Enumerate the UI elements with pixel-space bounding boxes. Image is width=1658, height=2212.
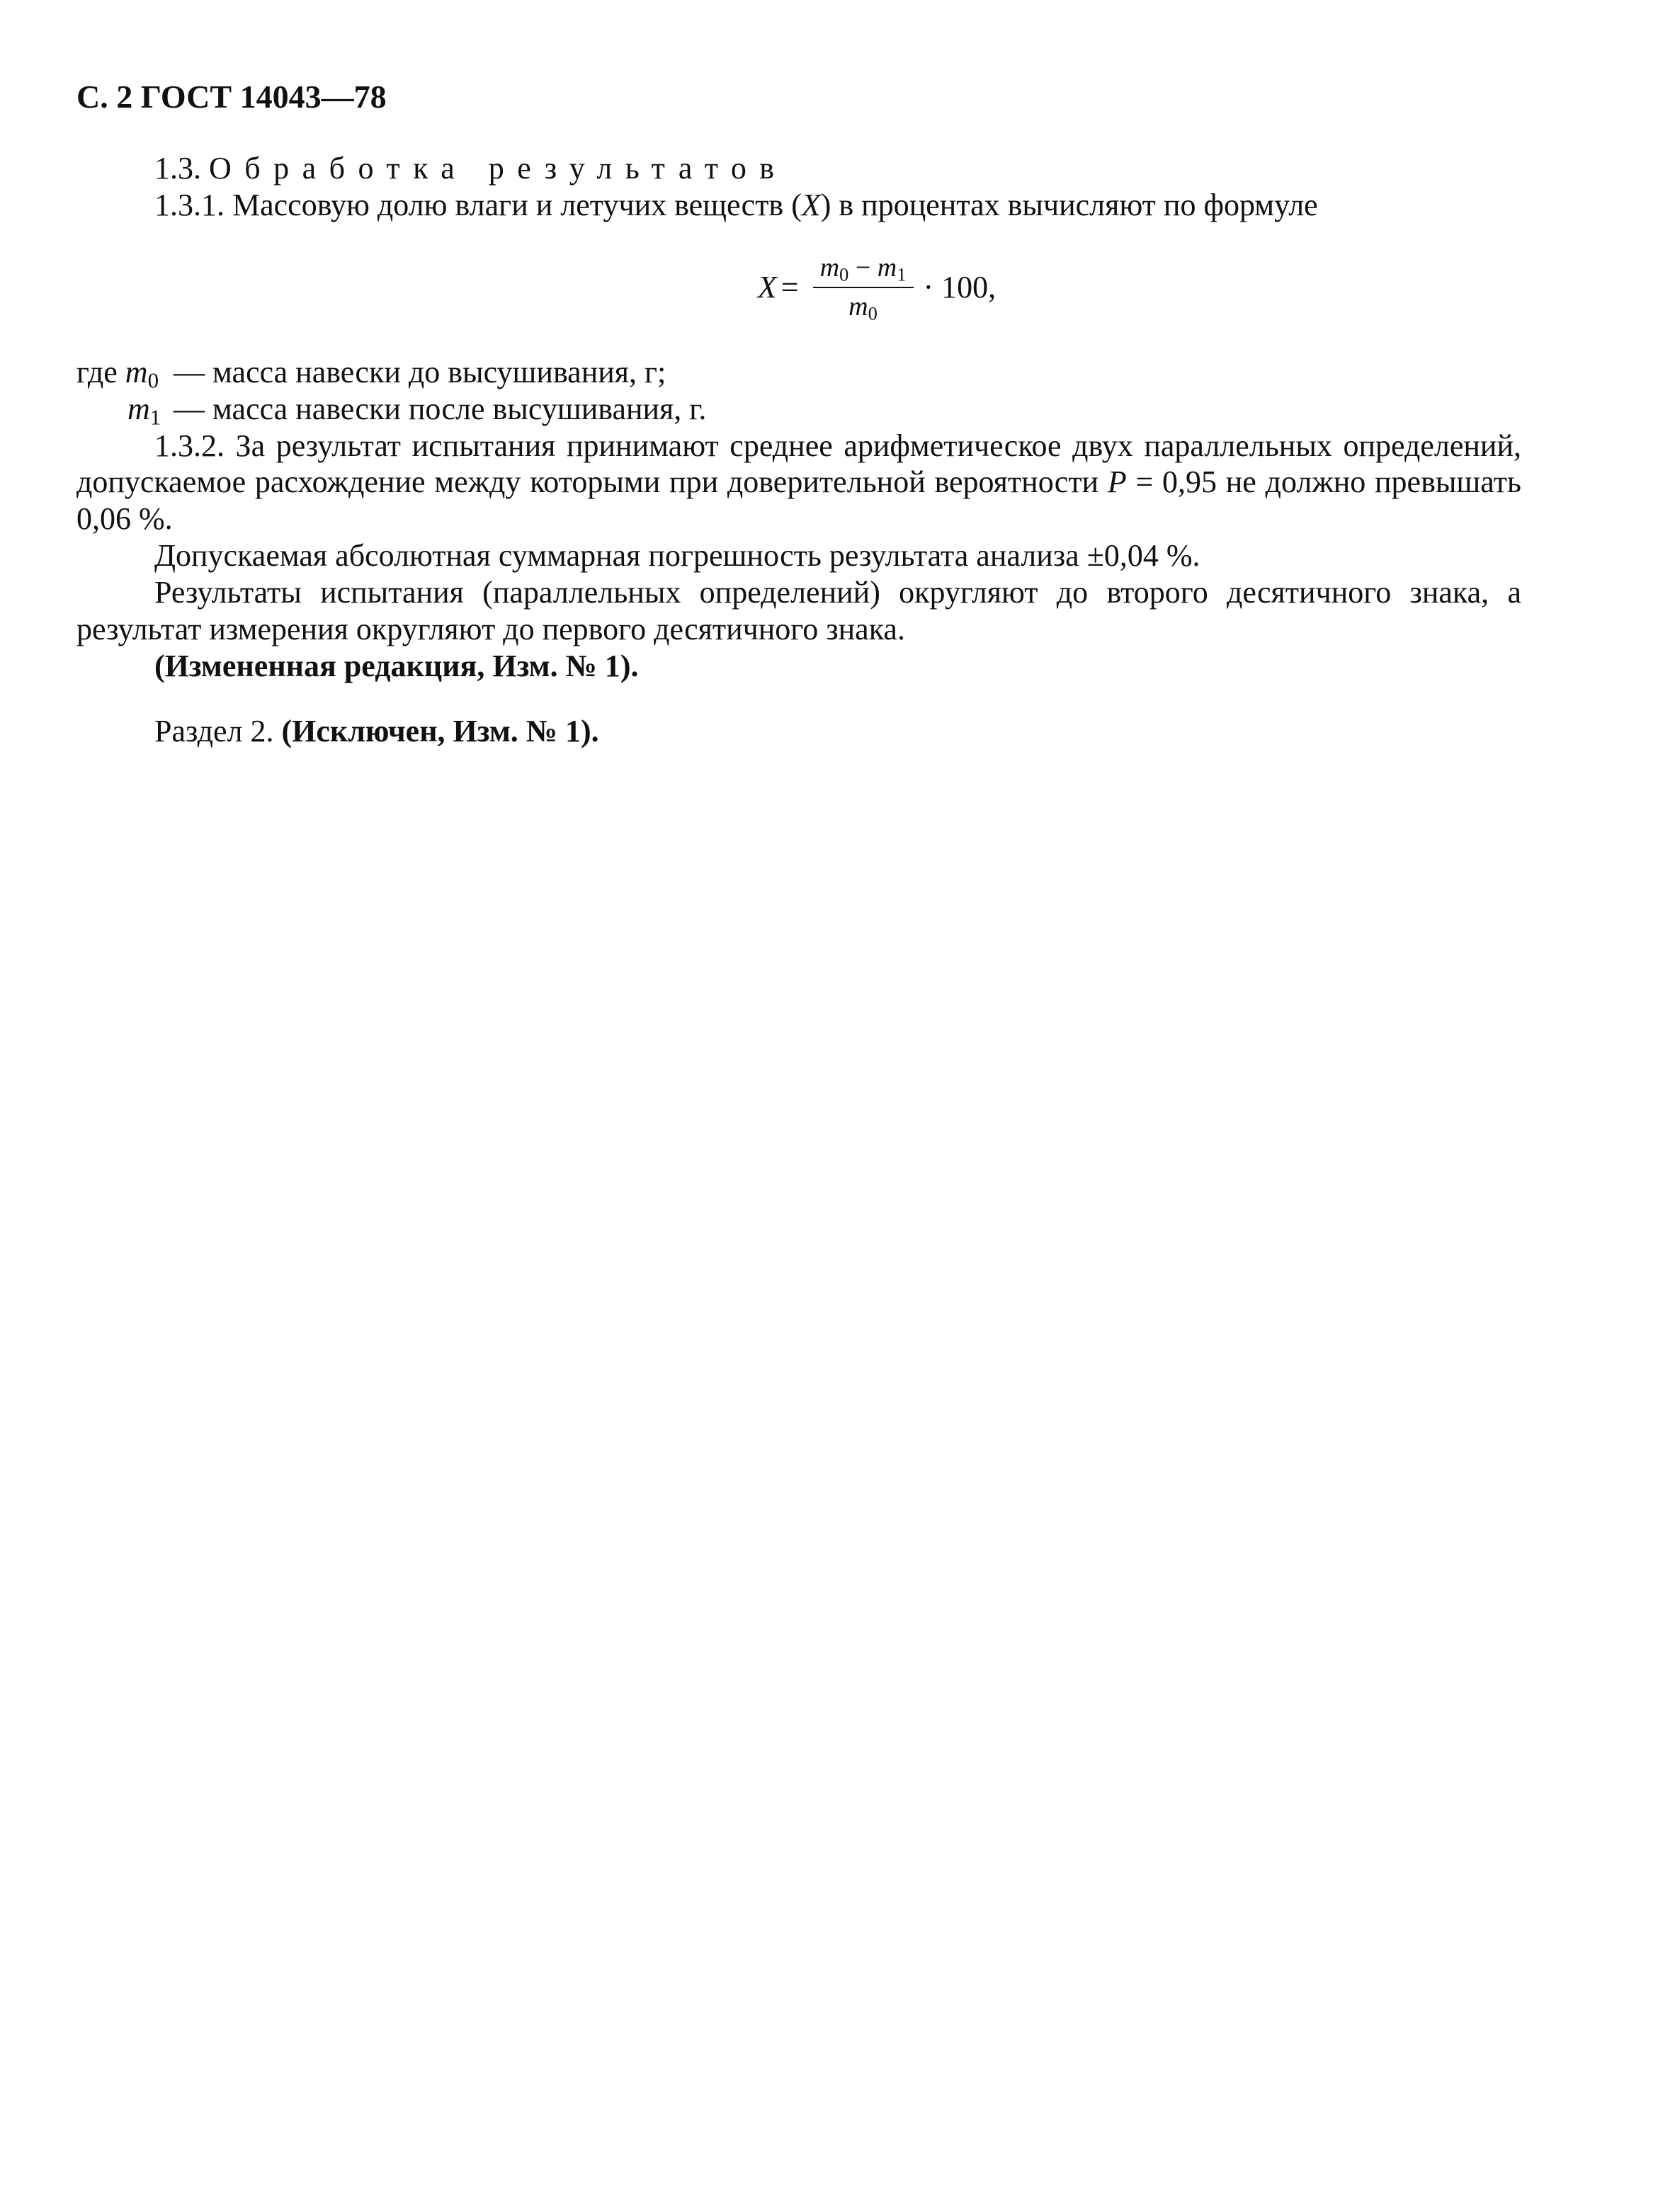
clause-1-3-2 <box>76 428 1521 538</box>
formula-den: m <box>848 291 868 321</box>
section-2-note <box>76 713 1521 750</box>
page-header: С. 2 ГОСТ 14043—78 <box>76 79 387 115</box>
section-number: 1.3. <box>154 151 201 186</box>
legend-where-var <box>76 354 166 391</box>
formula-den-sub: 0 <box>868 302 878 324</box>
section-2-status: (Исключен, Изм. № 1). <box>281 713 599 748</box>
legend-item-m1 <box>76 391 1521 428</box>
formula-num-b: m <box>877 253 897 283</box>
formula-denominator <box>841 288 885 323</box>
formula-numerator <box>813 252 914 288</box>
clause-1-3-2-lead: 1.3.2. За результат испытания принимают среднее арифметическое двух параллельных определений, допускаемое расхождение между которыми при доверительной вероятности <box>76 428 1521 500</box>
legend-m1-text: — масса навески после высушивания, г. <box>174 391 707 426</box>
formula-num-a: m <box>819 253 840 283</box>
legend-m0-var: m <box>125 354 148 389</box>
clause-1-3-1 <box>76 187 1521 224</box>
legend-where: где <box>76 354 118 389</box>
clause-1-3-1-var: X <box>801 188 821 223</box>
moisture-formula <box>232 252 1521 323</box>
rounding-note: Результаты испытания (параллельных определений) округляют до второго десятичного знака, а результат измерения округляют до первого десятичного знака. <box>76 575 1521 647</box>
formula-equals: = <box>780 269 799 304</box>
formula-tail: · 100, <box>923 269 996 304</box>
section-2-label: Раздел 2. <box>154 713 274 748</box>
legend-item-m0 <box>76 354 1521 391</box>
formula-num-b-sub: 1 <box>897 263 907 285</box>
amendment-note: (Измененная редакция, Изм. № 1). <box>154 648 639 683</box>
legend-m1-sub: 1 <box>149 405 161 430</box>
clause-1-3-2-p: P <box>1107 464 1127 500</box>
legend-m1-var: m <box>127 391 150 426</box>
section-title: Обработка результатов <box>209 151 788 186</box>
formula-lhs: X <box>757 269 777 304</box>
legend-m1-var-wrap <box>76 391 166 428</box>
section-heading <box>76 150 1521 187</box>
legend-m0-text: — масса навески до высушивания, г; <box>174 354 666 389</box>
formula-minus: − <box>855 253 871 283</box>
legend-m0-sub: 0 <box>147 368 159 393</box>
clause-1-3-1-text-before: 1.3.1. Массовую долю влаги и летучих веществ ( <box>154 188 802 223</box>
document-page <box>76 78 1521 750</box>
formula-num-a-sub: 0 <box>839 263 849 285</box>
formula-fraction <box>813 252 914 323</box>
clause-1-3-2-tail: = 0,95 не должно превышать 0,06 %. <box>76 464 1521 537</box>
clause-1-3-1-text-after: ) в процентах вычисляют по формуле <box>820 188 1318 223</box>
spacer <box>76 685 1521 713</box>
error-note: Допускаемая абсолютная суммарная погрешность результата анализа ±0,04 %. <box>154 538 1200 574</box>
